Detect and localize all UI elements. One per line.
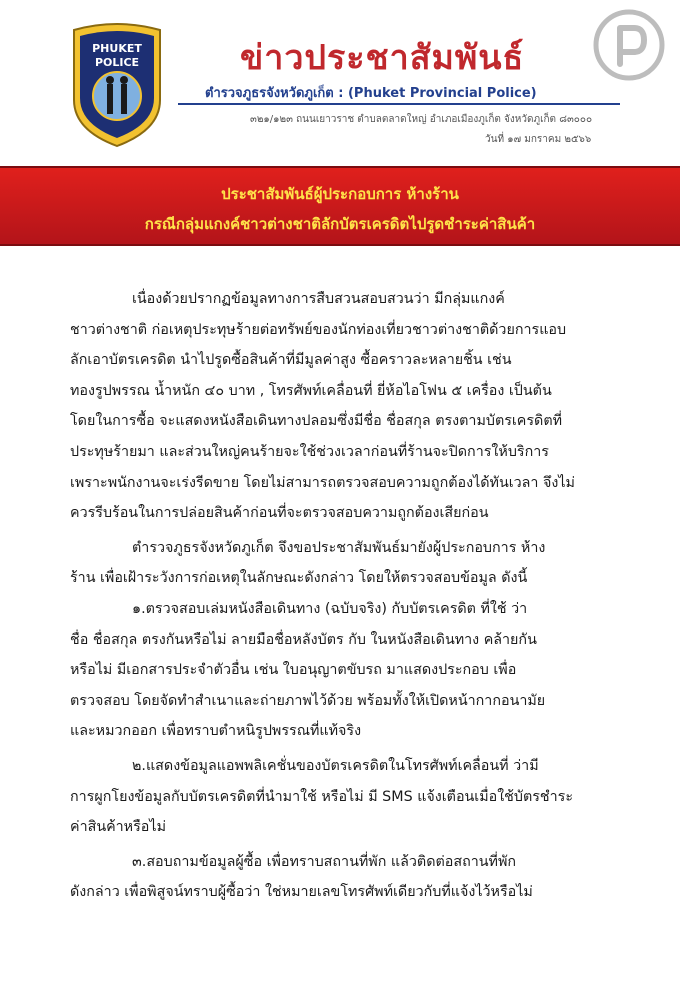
phuket-police-badge [68, 22, 166, 150]
text-line: เพราะพนักงานจะเร่งรีดขาย โดยไม่สามารถตรวจสอบความถูกต้องได้ทันเวลา จึงไม่ [70, 474, 575, 491]
letterhead [0, 0, 680, 165]
text-line: การผูกโยงข้อมูลกับบัตรเครดิตที่นำมาใช้ หรือไม่ มี SMS แจ้งเตือนเมื่อใช้บัตรชำระ [70, 788, 574, 805]
text-line: และหมวกออก เพื่อทราบตำหนิรูปพรรณที่แท้จริง [70, 723, 362, 740]
text-line: ควรรีบร้อนในการปล่อยสินค้าก่อนที่จะตรวจสอบความถูกต้องเสียก่อน [70, 505, 489, 522]
page-title: ข่าวประชาสัมพันธ์ [240, 38, 525, 78]
text-line: ชื่อ ชื่อสกุล ตรงกันหรือไม่ ลายมือชื่อหลังบัตร กับ ในหนังสือเดินทาง คล้ายกัน [70, 631, 537, 648]
headline-banner [0, 166, 680, 246]
text-line: ดังกล่าว เพื่อพิสูจน์ทราบผู้ซื้อว่า ใช่หมายเลขโทรศัพท์เดียวกับที่แจ้งไว้หรือไม่ [70, 884, 533, 901]
announcement-body [70, 284, 640, 908]
item-2 [70, 751, 640, 843]
watermark-logo-icon [592, 8, 666, 82]
header-divider [178, 103, 620, 105]
text-line: ร้าน เพื่อเฝ้าระวังการก่อเหตุในลักษณะดังกล่าว โดยให้ตรวจสอบข้อมูล ดังนี้ [70, 570, 528, 587]
text-line: ชาวต่างชาติ ก่อเหตุประทุษร้ายต่อทรัพย์ของนักท่องเที่ยวชาวต่างชาติด้วยการแอบ [70, 321, 567, 338]
document-date: วันที่ ๑๗ มกราคม ๒๕๖๖ [485, 134, 592, 145]
badge-top-text: PHUKET [92, 42, 142, 55]
address: ๓๒๑/๑๒๓ ถนนเยาวราช ตำบลตลาดใหญ่ อำเภอเมืองภูเก็ต จังหวัดภูเก็ต ๘๓๐๐๐ [250, 114, 593, 125]
paragraph-1 [70, 284, 640, 529]
banner-line-1: ประชาสัมพันธ์ผู้ประกอบการ ห้างร้าน [221, 185, 459, 203]
text-line: ตรวจสอบ โดยจัดทำสำเนาและถ่ายภาพไว้ด้วย พร้อมทั้งให้เปิดหน้ากากอนามัย [70, 692, 546, 709]
text-line: ลักเอาบัตรเครดิต นำไปรูดซื้อสินค้าที่มีมูลค่าสูง ซื้อคราวละหลายชิ้น เช่น [70, 352, 512, 369]
text-line: โดยในการซื้อ จะแสดงหนังสือเดินทางปลอมซึ่งมีชื่อ ชื่อสกุล ตรงตามบัตรเครดิตที่ [70, 413, 563, 430]
item-1 [70, 594, 640, 747]
text-line: ๑.ตรวจสอบเล่มหนังสือเดินทาง (ฉบับจริง) กับบัตรเครดิต ที่ใช้ ว่า [132, 600, 528, 617]
banner-line-2: กรณีกลุ่มแกงค์ชาวต่างชาติลักบัตรเครดิตไปรูดชำระค่าสินค้า [144, 215, 536, 233]
text-line: เนื่องด้วยปรากฏข้อมูลทางการสืบสวนสอบสวนว่า มีกลุ่มแกงค์ [132, 291, 505, 307]
text-line: ทองรูปพรรณ น้ำหนัก ๔๐ บาท , โทรศัพท์เคลื่อนที่ ยี่ห้อไอโฟน ๕ เครื่อง เป็นต้น [70, 382, 552, 399]
text-line: ตำรวจภูธรจังหวัดภูเก็ต จึงขอประชาสัมพันธ์มายังผู้ประกอบการ ห้าง [132, 539, 546, 556]
text-line: หรือไม่ มีเอกสารประจำตัวอื่น เช่น ใบอนุญาตขับรถ มาแสดงประกอบ เพื่อ [70, 662, 517, 679]
organization-name: ตำรวจภูธรจังหวัดภูเก็ต : (Phuket Provincial Police) [205, 86, 537, 101]
text-line: ค่าสินค้าหรือไม่ [70, 819, 166, 836]
badge-bottom-text: POLICE [94, 56, 140, 69]
text-line: ประทุษร้ายมา และส่วนใหญ่คนร้ายจะใช้ช่วงเวลาก่อนที่ร้านจะปิดการให้บริการ [70, 443, 549, 460]
text-line: ๓.สอบถามข้อมูลผู้ซื้อ เพื่อทราบสถานที่พัก แล้วติดต่อสถานที่พัก [132, 853, 517, 870]
text-line: ๒.แสดงข้อมูลแอพพลิเคชั่นของบัตรเครดิตในโทรศัพท์เคลื่อนที่ ว่ามี [132, 757, 539, 774]
item-3 [70, 847, 640, 908]
paragraph-2 [70, 533, 640, 594]
